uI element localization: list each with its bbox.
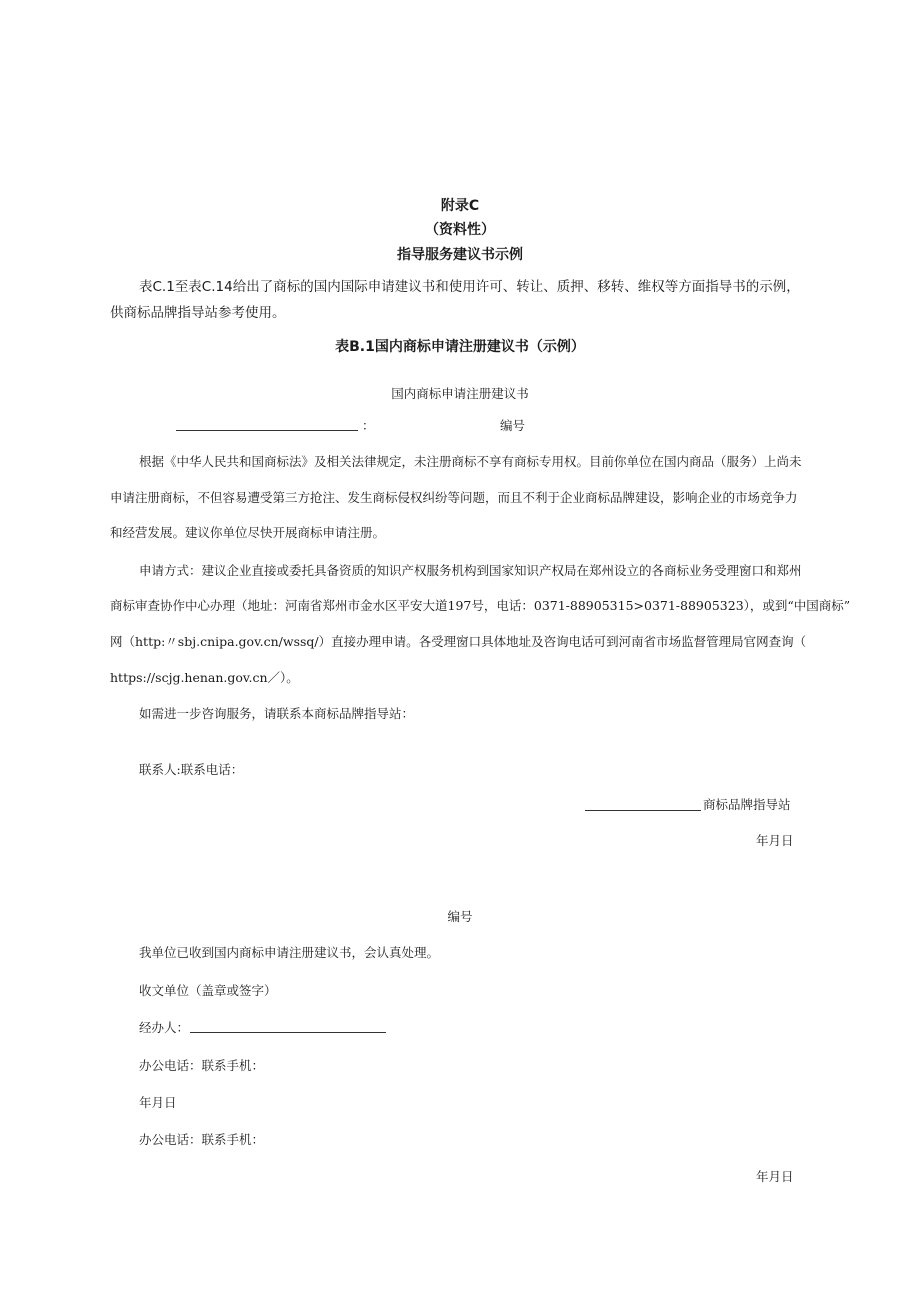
para2-line-4: https://scjg.henan.gov.cn／）。 (110, 670, 299, 685)
letter-title: 国内商标申请注册建议书 (391, 386, 529, 401)
receipt-number-label: 编号 (447, 909, 473, 924)
intro-line-2: 供商标品牌指导站参考使用。 (110, 305, 286, 321)
recipient-colon: ： (362, 418, 375, 433)
letter-date: 年月日 (756, 833, 794, 848)
handler-label: 经办人： (139, 1020, 190, 1035)
receiving-unit: 收文单位（盖章或签字） (139, 983, 277, 998)
recipient-blank-line (176, 430, 358, 431)
station-blank-line (585, 810, 701, 811)
table-caption: 表B.1国内商标申请注册建议书（示例） (335, 339, 585, 355)
receipt-phone-2: 办公电话：联系手机： (139, 1132, 265, 1147)
contact-line: 联系人:联系电话： (139, 762, 244, 777)
receipt-phone-1: 办公电话：联系手机： (139, 1058, 265, 1073)
letter-number-label: 编号 (500, 418, 526, 433)
appendix-title: 附录C (440, 198, 480, 214)
station-label: 商标品牌指导站 (703, 797, 791, 812)
para1-line-3: 和经营发展。建议你单位尽快开展商标申请注册。 (110, 525, 386, 540)
receipt-date-1: 年月日 (139, 1095, 177, 1110)
appendix-nature: （资料性） (425, 222, 495, 238)
para2-line-2: 商标审查协作中心办理（地址：河南省郑州市金水区平安大道197号，电话：0371-88905315>0371-88905323），或到“中国商标” (110, 598, 851, 613)
consult-text: 如需进一步咨询服务，请联系本商标品牌指导站： (139, 706, 415, 721)
para2-line-1: 申请方式：建议企业直接或委托具备资质的知识产权服务机构到国家知识产权局在郑州设立的各商标业务受理窗口和郑州 (139, 563, 802, 578)
intro-line-1: 表C.1至表C.14给出了商标的国内国际申请建议书和使用许可、转让、质押、移转、维权等方面指导书的示例， (139, 279, 800, 295)
para1-line-2: 申请注册商标，不但容易遭受第三方抢注、发生商标侵权纠纷等问题，而且不利于企业商标品牌建设，影响企业的市场竞争力 (110, 490, 798, 505)
appendix-subtitle: 指导服务建议书示例 (397, 247, 523, 263)
receipt-received: 我单位已收到国内商标申请注册建议书，会认真处理。 (139, 945, 440, 960)
para1-line-1: 根据《中华人民共和国商标法》及相关法律规定，未注册商标不享有商标专用权。目前你单位在国内商品（服务）上尚未 (139, 454, 802, 469)
receipt-date-2: 年月日 (756, 1169, 794, 1184)
handler-blank-line (190, 1032, 386, 1033)
para2-line-3: 网（http:〃sbj.cnipa.gov.cn/wssq/）直接办理申请。各受理窗口具体地址及咨询电话可到河南省市场监督管理局官网查询（ (110, 634, 807, 649)
